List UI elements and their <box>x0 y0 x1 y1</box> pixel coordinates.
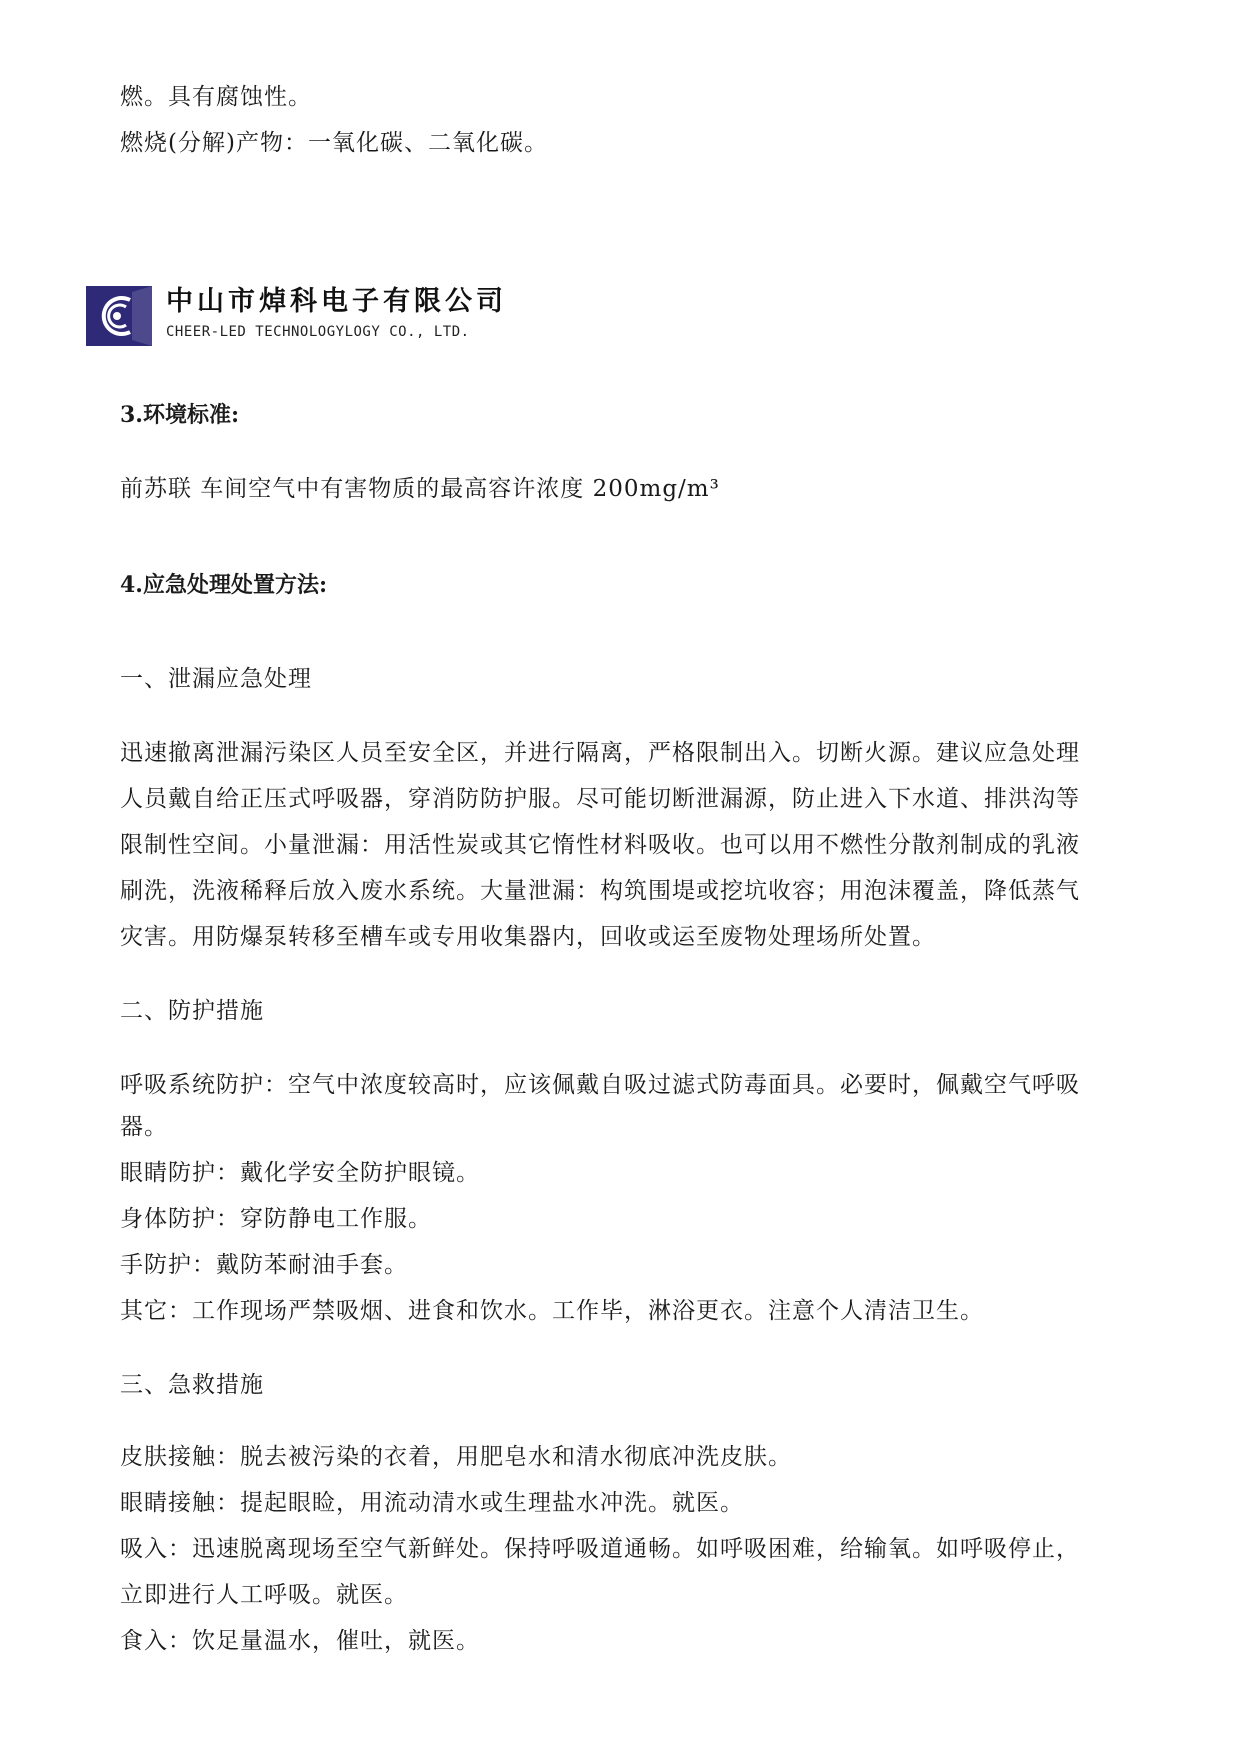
section-heading: 3.环境标准: <box>120 402 240 428</box>
text-line: 身体防护：穿防静电工作服。 <box>120 1206 432 1232</box>
text-line: 灾害。用防爆泵转移至槽车或专用收集器内，回收或运至废物处理场所处置。 <box>120 924 936 950</box>
company-logo <box>86 286 152 346</box>
text-line: 眼睛接触：提起眼睑，用流动清水或生理盐水冲洗。就医。 <box>120 1490 744 1516</box>
text-line: 手防护：戴防苯耐油手套。 <box>120 1252 408 1278</box>
text-line: 眼睛防护：戴化学安全防护眼镜。 <box>120 1160 480 1186</box>
text-line: 限制性空间。小量泄漏：用活性炭或其它惰性材料吸收。也可以用不燃性分散剂制成的乳液 <box>120 832 1080 858</box>
company-name-en: CHEER-LED TECHNOLOGYLOGY CO., LTD. <box>166 324 470 340</box>
section-heading: 4.应急处理处置方法: <box>120 572 328 598</box>
text-line: 人员戴自给正压式呼吸器，穿消防防护服。尽可能切断泄漏源，防止进入下水道、排洪沟等 <box>120 786 1080 812</box>
text-line: 燃烧(分解)产物：一氧化碳、二氧化碳。 <box>120 130 548 156</box>
text-line: 皮肤接触：脱去被污染的衣着，用肥皂水和清水彻底冲洗皮肤。 <box>120 1444 792 1470</box>
text-line: 立即进行人工呼吸。就医。 <box>120 1582 408 1608</box>
subsection-title: 二、防护措施 <box>120 998 264 1024</box>
text-line: 呼吸系统防护：空气中浓度较高时，应该佩戴自吸过滤式防毒面具。必要时，佩戴空气呼吸 <box>120 1072 1080 1098</box>
subsection-title: 三、急救措施 <box>120 1372 264 1398</box>
text-line: 器。 <box>120 1114 168 1140</box>
text-line: 食入：饮足量温水，催吐，就医。 <box>120 1628 480 1654</box>
text-line: 刷洗，洗液稀释后放入废水系统。大量泄漏：构筑围堤或挖坑收容；用泡沫覆盖，降低蒸气 <box>120 878 1080 904</box>
text-line: 前苏联 车间空气中有害物质的最高容许浓度 200mg/m³ <box>120 476 720 502</box>
company-name-cn: 中山市焯科电子有限公司 <box>166 286 507 317</box>
text-line: 吸入：迅速脱离现场至空气新鲜处。保持呼吸道通畅。如呼吸困难，给输氧。如呼吸停止， <box>120 1536 1080 1562</box>
text-line: 迅速撤离泄漏污染区人员至安全区，并进行隔离，严格限制出入。切断火源。建议应急处理 <box>120 740 1080 766</box>
subsection-title: 一、泄漏应急处理 <box>120 666 312 692</box>
company-logo-icon <box>86 286 152 346</box>
text-line: 其它：工作现场严禁吸烟、进食和饮水。工作毕，淋浴更衣。注意个人清洁卫生。 <box>120 1298 984 1324</box>
text-line: 燃。具有腐蚀性。 <box>120 84 312 110</box>
